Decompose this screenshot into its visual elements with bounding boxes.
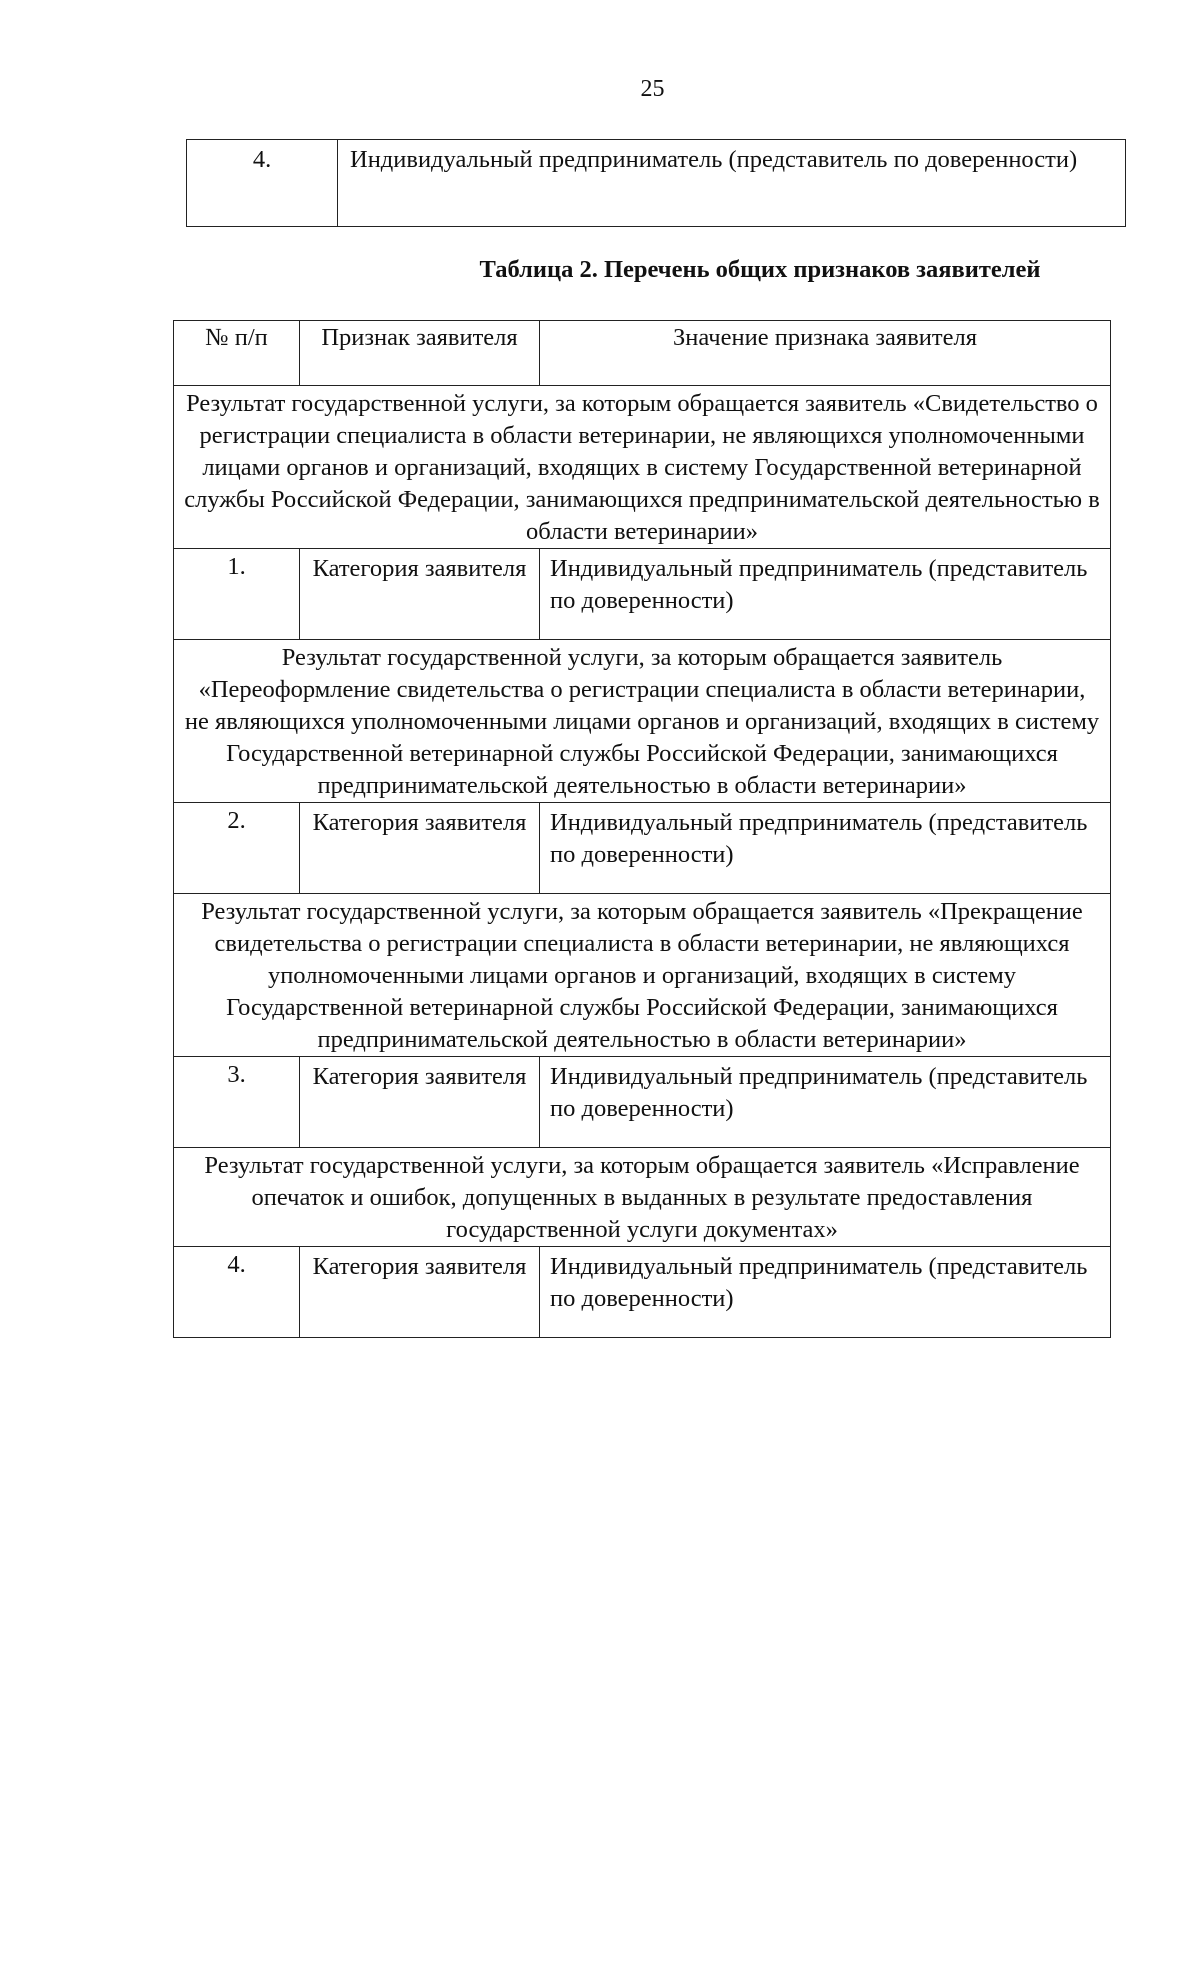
row-number: 4. bbox=[174, 1247, 300, 1338]
row-value: Индивидуальный предприниматель (представитель по доверенности) bbox=[540, 1057, 1111, 1148]
table-header-row bbox=[174, 321, 1111, 386]
row-number: 2. bbox=[174, 803, 300, 894]
section-title: Результат государственной услуги, за которым обращается заявитель «Переоформление свидетельства о регистрации специалиста в области ветеринарии, не являющихся уполномоченными лицами органов и организаций, входящих в систему Государственной ветеринарной службы Российской Федерации, занимающихся предпринимательской деятельностью в области ветеринарии» bbox=[174, 640, 1111, 803]
header-num: № п/п bbox=[174, 321, 300, 386]
table-row bbox=[187, 140, 1126, 227]
section-title: Результат государственной услуги, за которым обращается заявитель «Прекращение свидетельства о регистрации специалиста в области ветеринарии, не являющихся уполномоченными лицами органов и организаций, входящих в систему Государственной ветеринарной службы Российской Федерации, занимающихся предпринимательской деятельностью в области ветеринарии» bbox=[174, 894, 1111, 1057]
table-row bbox=[174, 803, 1111, 894]
row-value: Индивидуальный предприниматель (представитель по доверенности) bbox=[540, 1247, 1111, 1338]
table-row bbox=[174, 1057, 1111, 1148]
section-row bbox=[174, 386, 1111, 549]
row-number: 3. bbox=[174, 1057, 300, 1148]
row-attribute: Категория заявителя bbox=[300, 1057, 540, 1148]
continuation-table bbox=[186, 139, 1126, 227]
section-row bbox=[174, 1148, 1111, 1247]
table-row bbox=[174, 1247, 1111, 1338]
page-number: 25 bbox=[640, 76, 665, 102]
row-value: Индивидуальный предприниматель (представитель по доверенности) bbox=[540, 803, 1111, 894]
section-title: Результат государственной услуги, за которым обращается заявитель «Исправление опечаток и ошибок, допущенных в выданных в результате предоставления государственной услуги документах» bbox=[174, 1148, 1111, 1247]
section-row bbox=[174, 640, 1111, 803]
applicant-attributes-table bbox=[173, 320, 1111, 1338]
row-attribute: Категория заявителя bbox=[300, 1247, 540, 1338]
row-attribute: Категория заявителя bbox=[300, 803, 540, 894]
header-value: Значение признака заявителя bbox=[540, 321, 1111, 386]
row-value: Индивидуальный предприниматель (представитель по доверенности) bbox=[338, 140, 1126, 227]
section-row bbox=[174, 894, 1111, 1057]
table-row bbox=[174, 549, 1111, 640]
section-title: Результат государственной услуги, за которым обращается заявитель «Свидетельство о регистрации специалиста в области ветеринарии, не являющихся уполномоченными лицами органов и организаций, входящих в систему Государственной ветеринарной службы Российской Федерации, занимающихся предпринимательской деятельностью в области ветеринарии» bbox=[174, 386, 1111, 549]
row-number: 4. bbox=[187, 140, 338, 227]
row-attribute: Категория заявителя bbox=[300, 549, 540, 640]
row-number: 1. bbox=[174, 549, 300, 640]
header-attribute: Признак заявителя bbox=[300, 321, 540, 386]
row-value: Индивидуальный предприниматель (представитель по доверенности) bbox=[540, 549, 1111, 640]
table-caption: Таблица 2. Перечень общих признаков заявителей bbox=[479, 256, 1041, 283]
